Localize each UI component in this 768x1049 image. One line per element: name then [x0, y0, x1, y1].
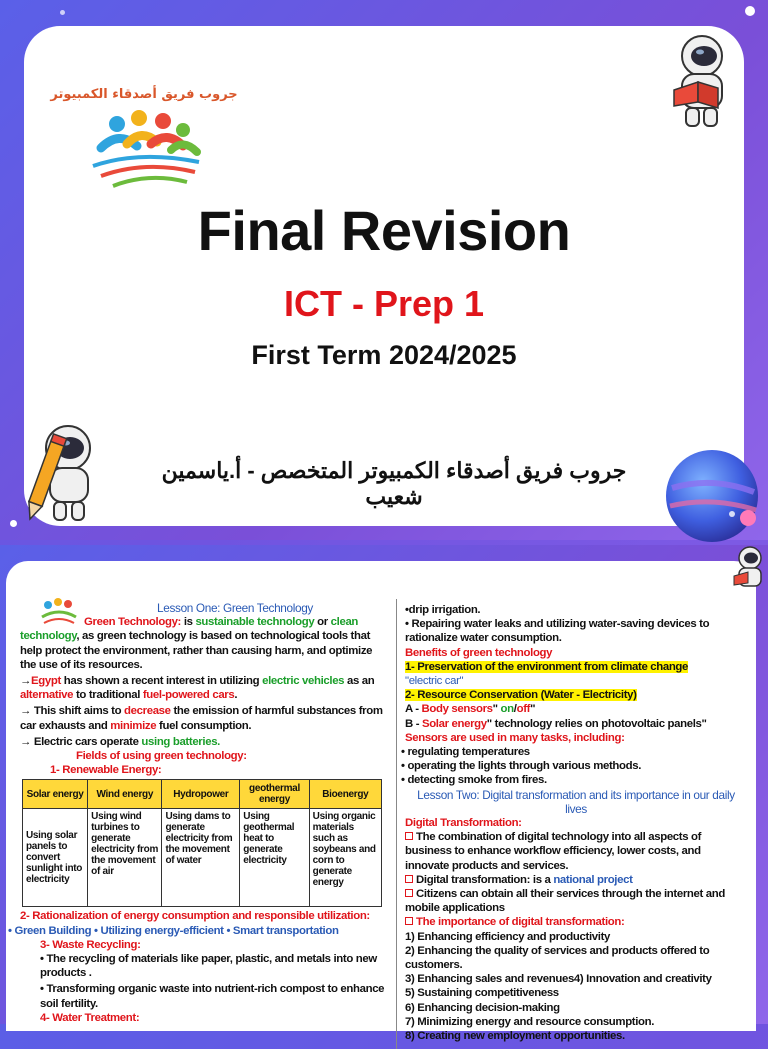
def-rest: , as green technology is based on technological tools that help protect the environment, rather than causing harm, and optimize the use of its resources. [20, 630, 373, 671]
table-cell: Using wind turbines to generate electricity from the movement of air [88, 809, 162, 907]
bb-red: Solar energy [421, 717, 487, 730]
shift-decrease: decrease [124, 705, 171, 718]
logo-text: جروب فريق أصدقاء الكمبيوتر [50, 87, 238, 102]
ba-q2: " [530, 703, 536, 716]
importance-item: 6) Enhancing decision-making [405, 1001, 560, 1014]
egypt-ev: electric vehicles [262, 675, 345, 688]
table-cell: Using solar panels to convert sunlight into electricity [23, 809, 88, 907]
cover-credit: جروب فريق أصدقاء الكمبيوتر المتخصص - أ.ياسمين شعيب [161, 458, 627, 509]
dt1-text: The combination of digital technology into all aspects of business to enhance workflow efficiency, lower costs, and innovate products and services. [405, 831, 702, 872]
ba-on: on [500, 703, 514, 716]
def-sustainable: sustainable technology [195, 616, 315, 629]
dt-title: Digital Transformation: [405, 817, 522, 830]
lesson-two-title: Lesson Two: Digital transformation and its importance in our daily lives [417, 787, 735, 816]
cover-term: First Term 2024/2025 [251, 340, 517, 370]
importance-item: 3) Enhancing sales and revenues4) Innovation and creativity [405, 973, 712, 986]
benefit-a [405, 702, 747, 716]
egypt-as: as an [344, 675, 375, 688]
ba-q1: " [492, 703, 501, 716]
cars-b: using batteries. [141, 735, 220, 748]
table-header: Bioenergy [309, 780, 381, 809]
table-header-row [23, 780, 382, 809]
repair-leaks: • Repairing water leaks and utilizing water-saving devices to rationalize water consumption. [405, 618, 710, 645]
fields-title: Fields of using green technology: [76, 750, 247, 763]
egypt-fuel: fuel-powered cars [142, 689, 235, 702]
benefit-1-car: "electric car" [405, 675, 464, 688]
drip-irrigation: •drip irrigation. [405, 604, 481, 616]
table-cell: Using geothermal heat to generate electricity [240, 809, 309, 907]
benefit-1-text: 1- Preservation of the environment from climate change [405, 660, 689, 673]
benefit-b [405, 717, 747, 731]
dt-point-3 [405, 887, 747, 915]
astronaut-reading-icon [730, 545, 768, 593]
checkbox-square-icon [405, 832, 413, 840]
benefit-2-text: 2- Resource Conservation (Water - Electricity) [405, 689, 637, 702]
cover-card [24, 26, 744, 526]
table-header: Solar energy [23, 780, 88, 809]
cover-subtitle: ICT - Prep 1 [283, 283, 485, 324]
checkbox-square-icon [405, 875, 413, 883]
egypt-word: Egypt [31, 675, 61, 688]
field-2: 2- Rationalization of energy consumption and responsible utilization: [20, 910, 370, 923]
star-dot [10, 520, 17, 527]
field-1: 1- Renewable Energy: [50, 764, 162, 777]
egypt-to: to traditional [73, 689, 143, 702]
checkbox-square-icon [405, 917, 413, 925]
shift-b: the emission of harmful substances from car exhausts and [20, 705, 383, 732]
dt3-text: Citizens can obtain all their services through the internet and mobile applications [405, 888, 725, 915]
dt-point-1 [405, 830, 747, 873]
sensor-2: • operating the lights through various methods. [401, 760, 642, 773]
content-card [6, 561, 756, 1043]
dt-point-2 [405, 873, 747, 887]
field-3-item-a: • The recycling of materials like paper, plastic, and metals into new products . [40, 953, 377, 980]
importance-item: 2) Enhancing the quality of services and products offered to customers. [405, 944, 710, 972]
content-page [0, 545, 768, 1043]
column-divider [396, 599, 397, 1049]
importance-item: 7) Minimizing energy and resource consumption. [405, 1015, 655, 1028]
field-3: 3- Waste Recycling: [40, 938, 141, 951]
table-row [23, 809, 382, 907]
shift-a: → This shift aims to [20, 705, 125, 718]
ba-slash: / [513, 703, 517, 716]
dt2-b: national project [553, 873, 633, 886]
sensor-3: • detecting smoke from fires. [401, 774, 547, 787]
sensor-1: • regulating temperatures [401, 746, 530, 759]
field-4: 4- Water Treatment: [40, 1011, 140, 1024]
renewable-energy-table [22, 779, 382, 907]
def-term: Green Technology: [84, 616, 181, 629]
egypt-alt: alternative [20, 689, 74, 702]
checkbox-square-icon [405, 889, 413, 897]
lesson-one-title: Lesson One: Green Technology [157, 601, 313, 615]
importance-item: 1) Enhancing efficiency and productivity [405, 930, 610, 943]
astronaut-reading-icon [664, 32, 736, 132]
shift-minimize: minimize [110, 719, 157, 732]
ba-pre: A - [405, 703, 422, 716]
astronaut-pencil-icon [24, 418, 104, 526]
planet-icon [650, 436, 760, 546]
importance-title [405, 915, 747, 929]
def-clean: clean technology [20, 616, 359, 643]
ba-red: Body sensors [421, 703, 493, 716]
table-header: geothermal energy [240, 780, 309, 809]
egypt-mid: has shown a recent interest in utilizing [60, 675, 263, 688]
benefit-1 [405, 660, 747, 674]
importance-item: 8) Creating new employment opportunities. [405, 1030, 625, 1043]
star-dot [745, 6, 755, 16]
def-or: or [314, 616, 331, 629]
table-header: Hydropower [162, 780, 240, 809]
importance-item: 5) Sustaining competitiveness [405, 987, 559, 1000]
cars-paragraph [20, 735, 390, 749]
imp-title-text: The importance of digital transformation: [416, 916, 625, 929]
table-header: Wind energy [88, 780, 162, 809]
bb-pre: B - [405, 717, 422, 730]
benefits-title: Benefits of green technology [405, 646, 553, 659]
benefit-2 [405, 688, 747, 702]
def-is: is [181, 616, 196, 629]
cover-title: Final Revision [197, 199, 571, 262]
left-column [8, 601, 390, 1025]
dt2-a: Digital transformation: is a [416, 873, 554, 886]
ba-off: off [516, 703, 531, 716]
egypt-dot: . [234, 689, 238, 702]
arrow: → [20, 675, 32, 688]
sensors-title: Sensors are used in many tasks, including: [405, 731, 625, 744]
right-column [401, 603, 747, 1043]
shift-paragraph [20, 704, 390, 732]
bb-rest: " technology relies on photovoltaic panels" [486, 717, 707, 730]
star-dot [60, 10, 65, 15]
shift-c: fuel consumption. [156, 719, 252, 732]
field-2-items: • Green Building • Utilizing energy-efficient • Smart transportation [8, 924, 339, 937]
field-3-item-b: • Transforming organic waste into nutrient-rich compost to enhance soil fertility. [40, 983, 385, 1010]
table-cell: Using organic materials such as soybeans and corn to generate energy [309, 809, 381, 907]
green-tech-definition [20, 615, 390, 672]
egypt-paragraph [20, 674, 390, 702]
cars-a: → Electric cars operate [20, 735, 142, 748]
table-cell: Using dams to generate electricity from the movement of water [162, 809, 240, 907]
group-logo-icon [50, 66, 238, 191]
